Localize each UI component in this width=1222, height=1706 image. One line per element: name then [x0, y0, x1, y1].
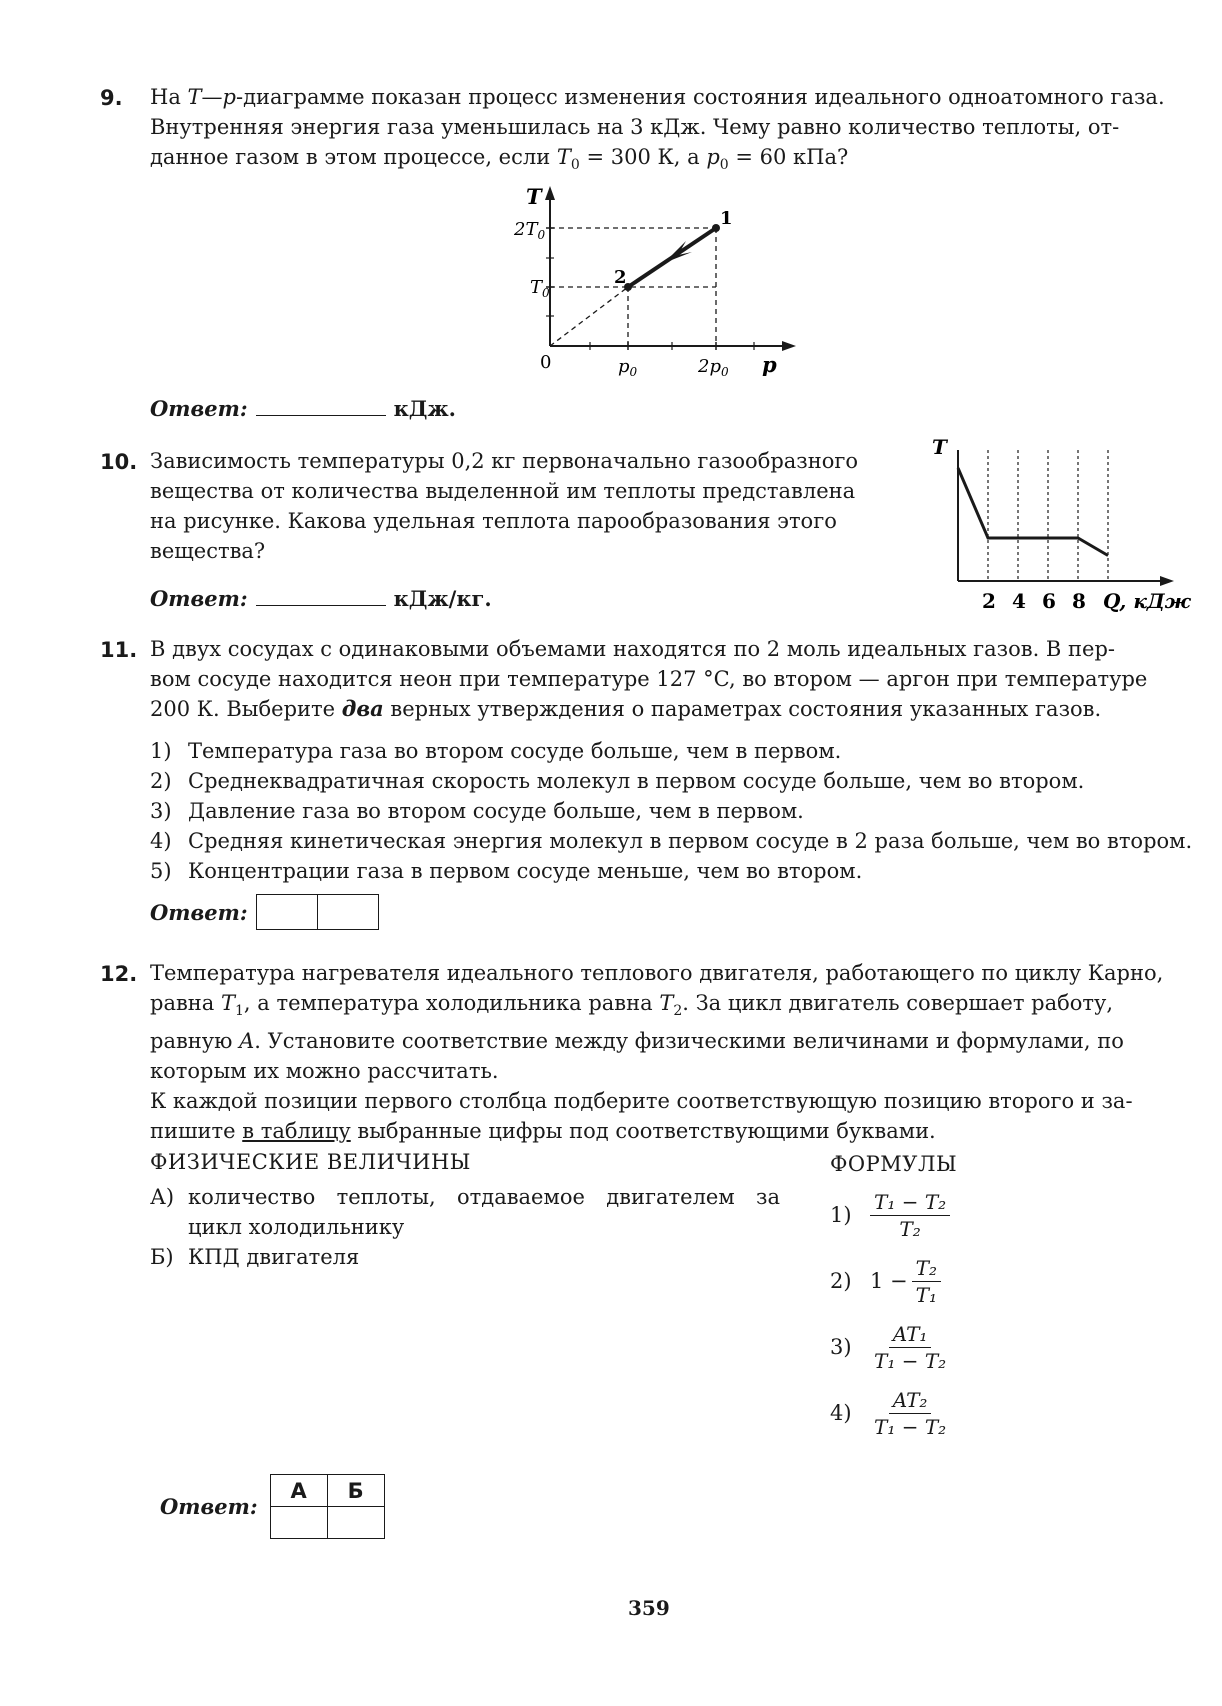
q11-number: 11. — [100, 638, 138, 662]
q9-tick-p0: $p_0$ — [618, 356, 638, 376]
q9-point-2-label: 2 — [614, 267, 627, 288]
q10-x-tick: 2 — [982, 589, 996, 613]
q11-option: 1) Температура газа во втором сосуде больше, чем в первом. — [150, 739, 842, 763]
q9-tick-2p0: $2p_0$ — [698, 356, 729, 376]
q9-point-1-label: 1 — [720, 208, 733, 229]
q12-number: 12. — [100, 962, 138, 986]
q9-x-label: p — [762, 352, 777, 376]
q11-answer — [150, 894, 379, 930]
q10-series-line — [958, 468, 1108, 556]
q11-option: 3) Давление газа во втором сосуде больше, чем в первом. — [150, 799, 804, 823]
q10-x-tick: 4 — [1012, 589, 1026, 613]
q9-answer — [150, 393, 456, 421]
q11-answer-cell-1[interactable] — [257, 895, 317, 929]
q12-answer-label: Ответ: — [160, 1494, 258, 1519]
q9-origin: 0 — [540, 352, 552, 373]
q10-y-label: T — [932, 436, 947, 459]
q10-answer-blank[interactable] — [256, 583, 386, 606]
q12-heading-left: ФИЗИЧЕСКИЕ ВЕЛИЧИНЫ — [150, 1150, 471, 1174]
q9-y-arrow — [545, 186, 555, 200]
q9-number: 9. — [100, 86, 123, 110]
q10-x-tick: 6 — [1042, 589, 1056, 613]
q9-answer-unit: кДж. — [393, 396, 456, 421]
q12-text: Температура нагревателя идеального теплового двигателя, работающего по циклу Карно, равна $T_1$, а температура холодильника равна $T_2$. За цикл двигатель совершает работу, равную A. Установите соответствие между физическими величинами и формулами, по которым их можно рассчитать. К каждой позиции первого столбца подберите соответствующую позицию второго и за- пишите в таблицу выбранные цифры под соответствующими буквами. — [150, 961, 1164, 1144]
q10-text: Зависимость температуры 0,2 кг первоначально газообразного вещества от количества выделенной им теплоты представлена на рисунке. Какова удельная теплота парообразования этого вещества? — [150, 449, 859, 563]
q10-chart — [928, 436, 1198, 616]
q11-answer-label: Ответ: — [150, 899, 248, 925]
q11-text: В двух сосудах с одинаковыми объемами находятся по 2 моль идеальных газов. В пер- вом сосуде находится неон при температуре 127 °C, во втором — аргон при температуре 200 К. Выберите два верных утверждения о параметрах состояния указанных газов. — [150, 637, 1148, 721]
q12-item-b: Б) КПД двигателя — [150, 1245, 360, 1269]
q9-tp-diagram — [500, 186, 800, 376]
q11-answer-boxes[interactable] — [256, 894, 379, 930]
q10-x-arrow — [1160, 576, 1174, 586]
q10-number: 10. — [100, 450, 138, 474]
q12-answer-table — [270, 1474, 385, 1539]
q11-option: 4) Средняя кинетическая энергия молекул в первом сосуде в 2 раза больше, чем во втором. — [150, 829, 1193, 853]
q9-point-1 — [712, 224, 720, 232]
q9-x-arrow — [782, 341, 796, 351]
q11-answer-cell-2[interactable] — [317, 895, 378, 929]
q12-formula-1: 1) $\frac{\text{T₁ − T₂}}{\text{T₂}}$ — [830, 1182, 950, 1248]
q10-x-label: Q, кДж — [1103, 589, 1191, 613]
q9-process-arrow — [664, 241, 692, 263]
q11-option: 5) Концентрации газа в первом сосуде меньше, чем во втором. — [150, 859, 863, 883]
q10-answer-unit: кДж/кг. — [393, 586, 492, 611]
q12-answer-cell-b[interactable] — [327, 1507, 384, 1539]
q12-formula-4: 4) $\frac{\text{AT₂}}{\text{T₁ − T₂}}$ — [830, 1387, 947, 1439]
q12-item-a: А) количество теплоты, отдаваемое двигателем за цикл холодильнику — [150, 1185, 780, 1239]
q9-answer-blank[interactable] — [256, 393, 386, 416]
q12-heading-right: ФОРМУЛЫ — [830, 1152, 958, 1176]
q12-formulas — [830, 1182, 950, 1446]
q11-options — [150, 736, 1210, 886]
q12-formula-2: 2) 1 − $\frac{\text{T₂}}{\text{T₁}}$ — [830, 1248, 950, 1314]
q12-answer — [160, 1474, 385, 1539]
q12-answer-header-a: А — [270, 1475, 327, 1507]
q10-x-tick: 8 — [1072, 589, 1086, 613]
q9-tick-2T0: $2T_0$ — [514, 219, 546, 242]
q10-answer-label: Ответ: — [150, 586, 248, 611]
q9-y-label: T — [526, 186, 542, 209]
q10-answer — [150, 583, 492, 611]
q9-text: На T—p-диаграмме показан процесс изменения состояния идеального одноатомного газа. Внутренняя энергия газа уменьшилась на 3 кДж. Чему равно количество теплоты, от- данное газом в этом процессе, если $T_0 = 300$ К, а $p_0 = 60$ кПа? — [150, 85, 1165, 174]
q12-formula-3: 3) $\frac{\text{AT₁}}{\text{T₁ − T₂}}$ — [830, 1321, 947, 1373]
page-number: 359 — [628, 1596, 670, 1620]
q11-option: 2) Среднеквадратичная скорость молекул в первом сосуде больше, чем во втором. — [150, 769, 1085, 793]
q12-answer-cell-a[interactable] — [270, 1507, 327, 1539]
q9-tick-T0: $T_0$ — [530, 277, 550, 300]
q12-answer-header-b: Б — [327, 1475, 384, 1507]
q9-answer-label: Ответ: — [150, 396, 248, 421]
